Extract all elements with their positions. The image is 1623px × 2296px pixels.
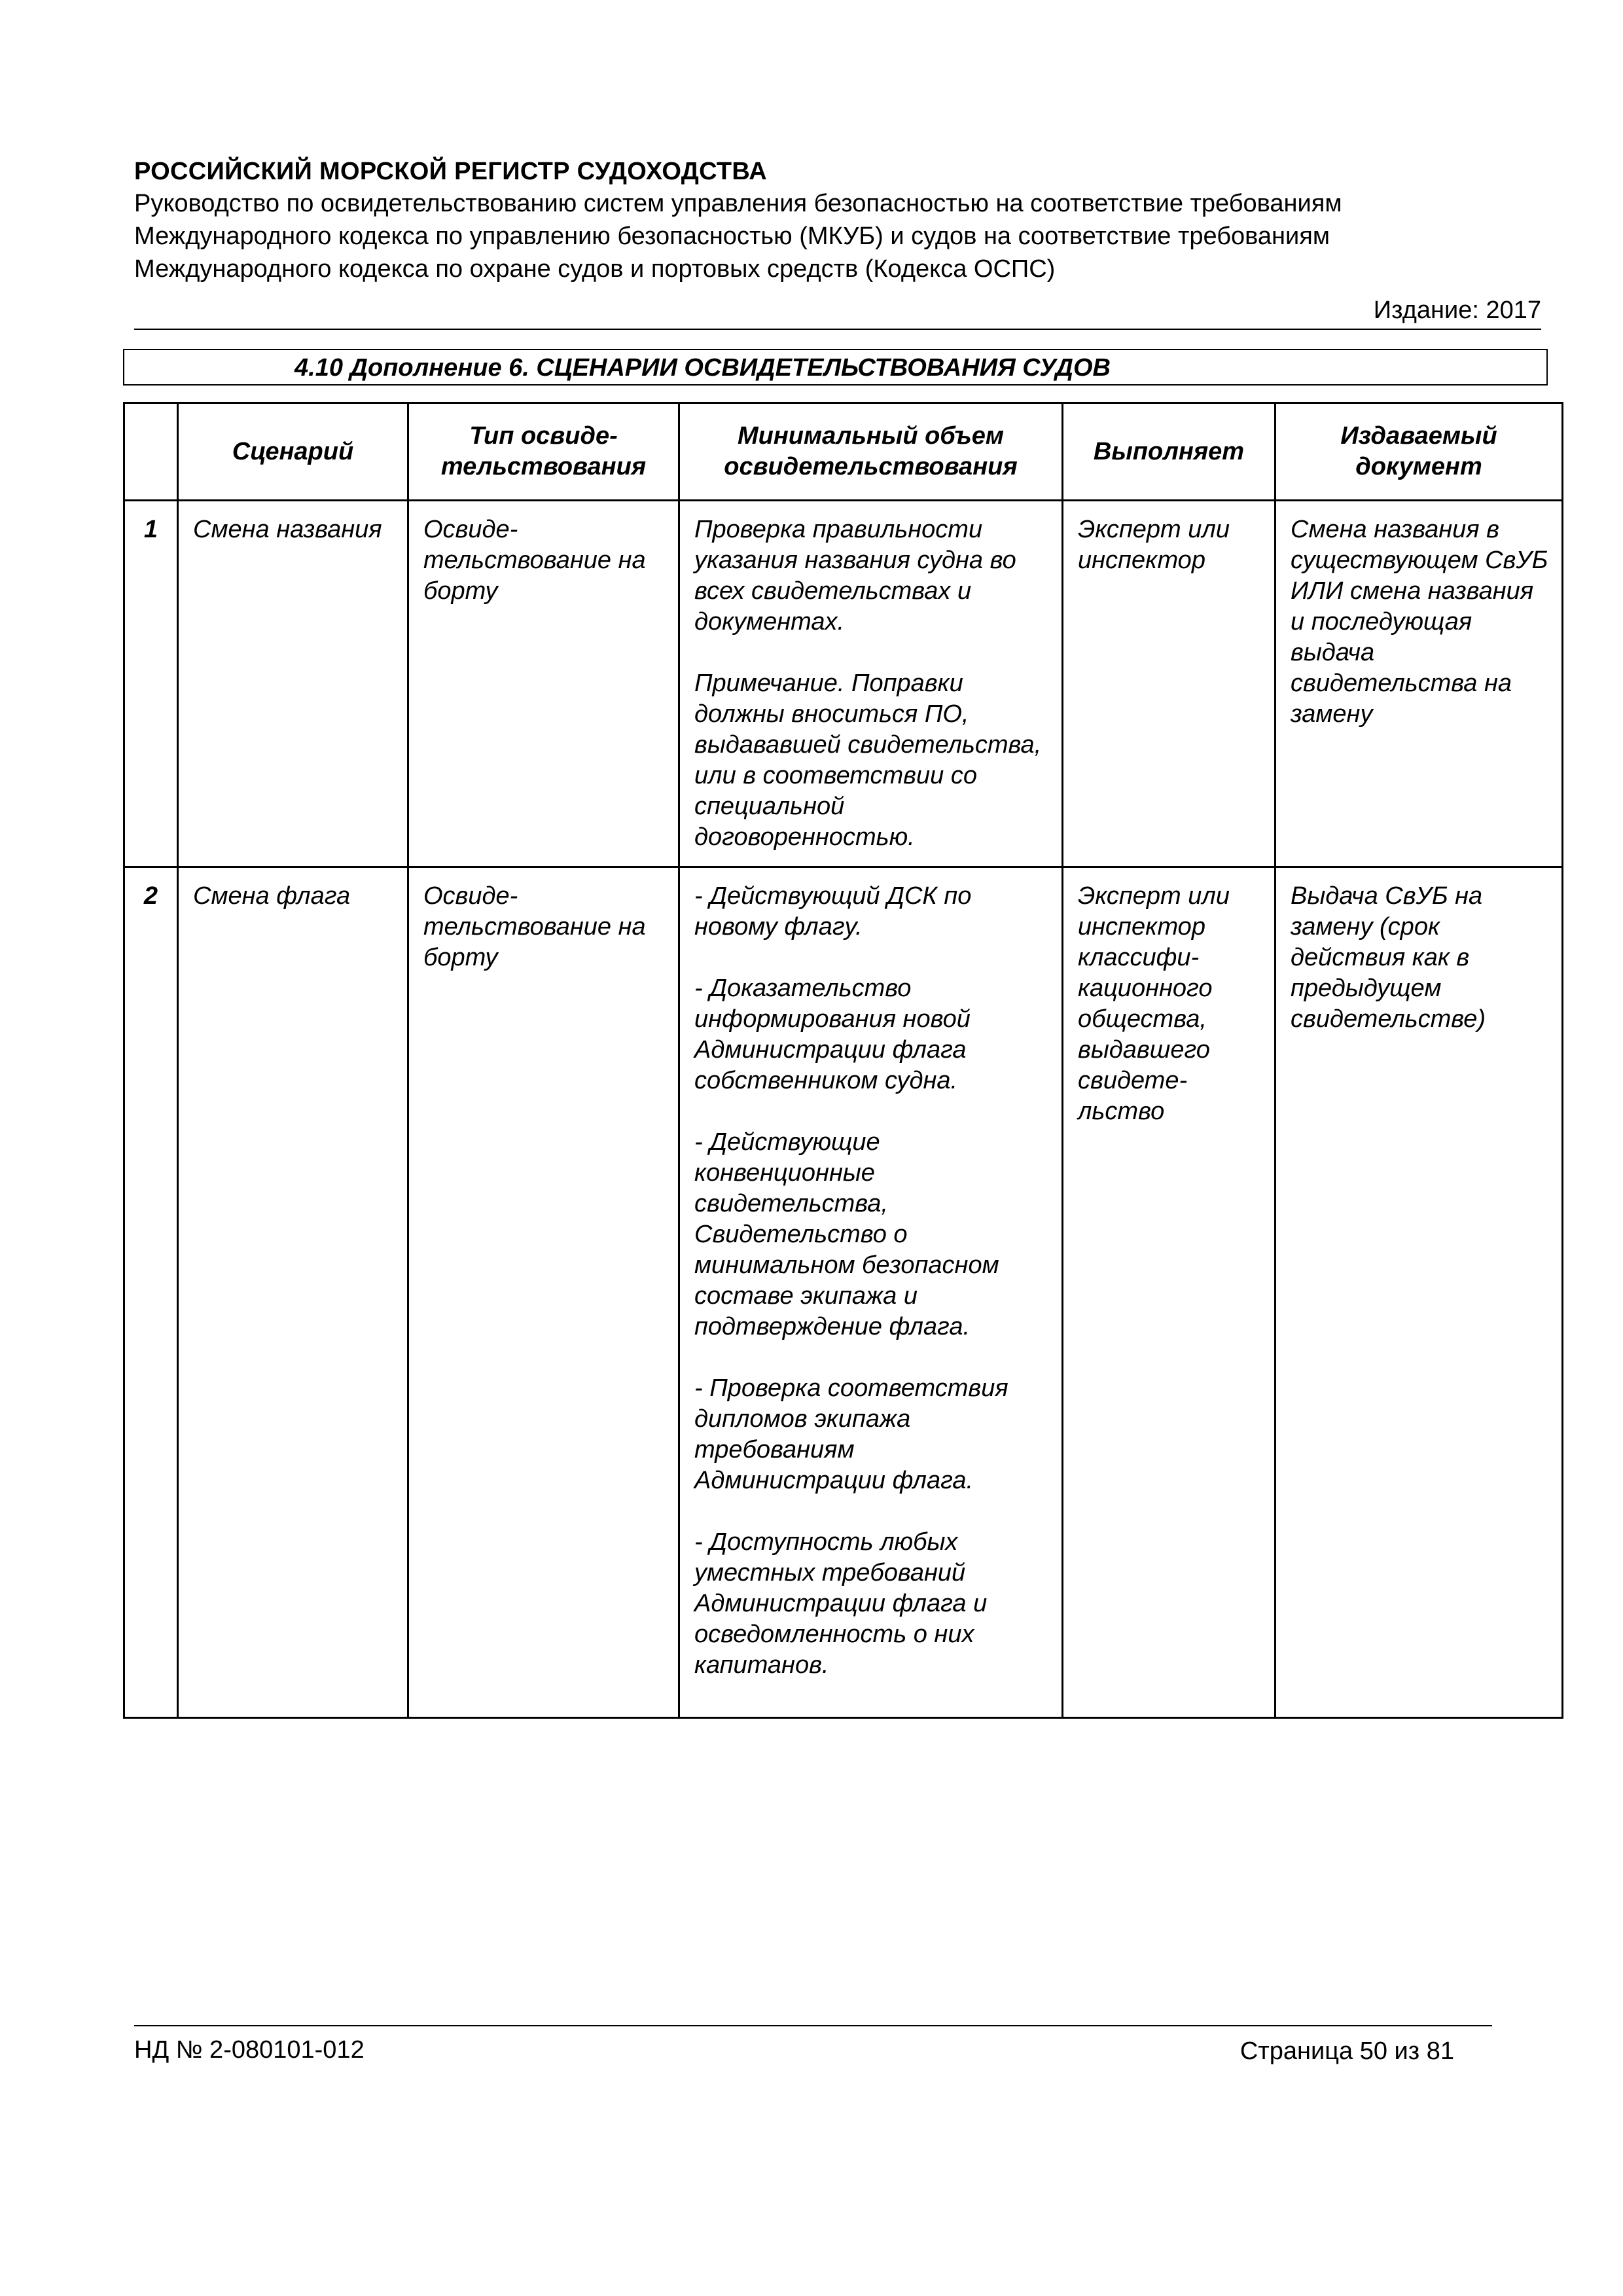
header-cell-survey-type: Тип освиде- тельствования xyxy=(408,403,679,501)
scope-paragraph: - Доказательство информирования новой Администрации флага собственником судна. xyxy=(694,975,971,1094)
survey-type-cell: Освиде- тельствование на борту xyxy=(408,501,679,867)
minimum-scope-cell xyxy=(679,501,1063,867)
header-cell-minimum-scope: Минимальный объем освидетельствования xyxy=(679,403,1063,501)
scope-note-paragraph: Примечание. Поправки должны вноситься ПО, выдававшей свидетельства, или в соответствии со специальной договоренностью. xyxy=(694,670,1042,851)
scope-paragraph: - Доступность любых уместных требований Администрации флага и осведомленность о них капитанов. xyxy=(694,1528,988,1679)
header-cell-performer: Выполняет xyxy=(1063,403,1275,501)
document-subtitle-line-1: Руководство по освидетельствованию систем управления безопасностью на соответствие требованиям xyxy=(134,190,1342,217)
issued-document-cell: Смена названия в существующем СвУБ ИЛИ смена названия и последующая выдача свидетельства на замену xyxy=(1275,501,1563,867)
footer-divider xyxy=(134,2025,1492,2026)
document-subtitle-line-3: Международного кодекса по охране судов и портовых средств (Кодекса ОСПС) xyxy=(134,255,1056,283)
row-number: 2 xyxy=(124,867,178,1718)
survey-type-cell: Освиде- тельствование на борту xyxy=(408,867,679,1718)
table-row xyxy=(124,867,1563,1718)
scope-paragraph: - Проверка соответствия дипломов экипажа требованиям Администрации флага. xyxy=(694,1374,1008,1494)
scope-paragraph: - Действующий ДСК по новому флагу. xyxy=(694,882,972,941)
scenario-cell: Смена флага xyxy=(178,867,408,1718)
header-cell-number xyxy=(124,403,178,501)
document-subtitle-line-2: Международного кодекса по управлению безопасностью (МКУБ) и судов на соответствие требованиям xyxy=(134,223,1330,250)
organization-title: РОССИЙСКИЙ МОРСКОЙ РЕГИСТР СУДОХОДСТВА xyxy=(134,158,767,185)
scope-paragraph: - Действующие конвенционные свидетельства, Свидетельство о минимальном безопасном составе экипажа и подтверждение флага. xyxy=(694,1128,999,1340)
header-cell-issued-document: Издаваемый документ xyxy=(1275,403,1563,501)
scope-paragraph: Проверка правильности указания названия судна во всех свидетельствах и документах. xyxy=(694,516,1016,636)
document-header xyxy=(134,156,1541,285)
section-title: 4.10 Дополнение 6. СЦЕНАРИИ ОСВИДЕТЕЛЬСТВОВАНИЯ СУДОВ xyxy=(294,354,1111,382)
table-header-row xyxy=(124,403,1563,501)
table-row xyxy=(124,501,1563,867)
row-number: 1 xyxy=(124,501,178,867)
minimum-scope-cell xyxy=(679,867,1063,1718)
survey-scenarios-table xyxy=(123,402,1563,1719)
header-divider xyxy=(134,329,1541,330)
header-cell-scenario: Сценарий xyxy=(178,403,408,501)
document-number: НД № 2-080101-012 xyxy=(134,2036,365,2064)
issued-document-cell: Выдача СвУБ на замену (срок действия как в предыдущем свидетельстве) xyxy=(1275,867,1563,1718)
page-number: Страница 50 из 81 xyxy=(1240,2037,1454,2065)
edition-label: Издание: 2017 xyxy=(1373,296,1541,324)
performer-cell: Эксперт или инспектор классифи- кационного общества, выдавшего свидете- льство xyxy=(1063,867,1275,1718)
performer-cell: Эксперт или инспектор xyxy=(1063,501,1275,867)
section-title-box xyxy=(123,349,1548,386)
scenario-cell: Смена названия xyxy=(178,501,408,867)
